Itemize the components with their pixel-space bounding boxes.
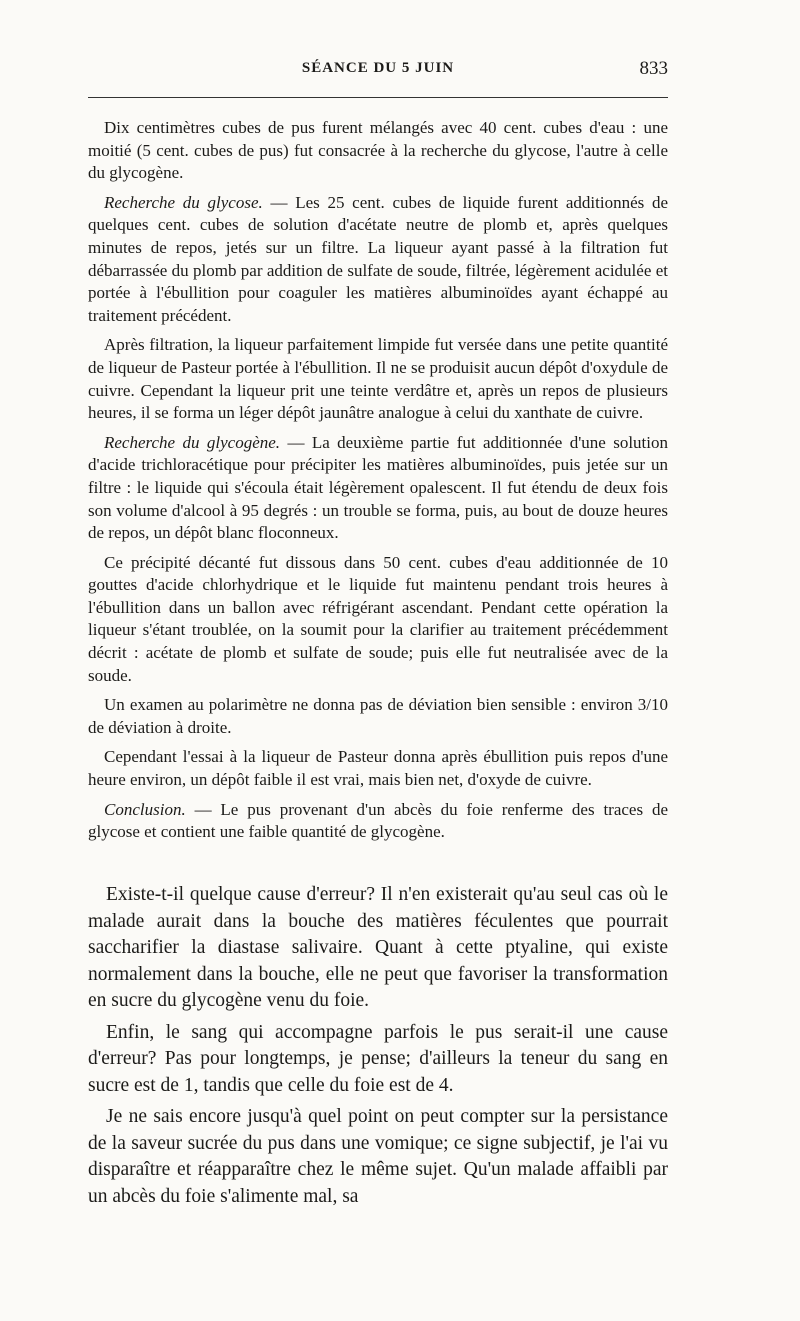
paragraph: Un examen au polarimètre ne donna pas de déviation bien sensible : environ 3/10 de déviation à droite. [88,695,668,737]
page-number: 833 [639,58,668,79]
paragraph: Cependant l'essai à la liqueur de Pasteur donna après ébullition puis repos d'une heure environ, un dépôt faible il est vrai, mais bien net, d'oxyde de cuivre. [88,747,668,790]
paragraph: Je ne sais encore jusqu'à quel point on peut compter sur la persistance de la saveur sucrée du pus dans une vomique; ce signe subjectif, je l'ai vu disparaître et réapparaître chez le même sujet. Qu'un malade affaibli par un abcès du foie s'alimente mal, sa [88,1106,668,1207]
paragraph: Ce précipité décanté fut dissous dans 50 cent. cubes d'eau additionnée de 10 gouttes d'acide chlorhydrique et le liquide fut maintenu pendant trois heures à l'ébullition dans un ballon avec réfrigérant ascendant. Pendant cette opération la liqueur s'étant troublée, on la soumit pour la clarifier au traitement précédemment décrit : acétate de plomb et sulfate de soude; puis elle fut neutralisée avec de la soude. [88,552,668,685]
italic-lead: Conclusion. [104,799,186,819]
paragraph: Dix centimètres cubes de pus furent mélangés avec 40 cent. cubes d'eau : une moitié (5 cent. cubes de pus) fut consacrée à la recherche du glycose, l'autre à celle du glycogène. [88,118,668,183]
paragraph [88,799,668,844]
discussion-section [88,882,668,1215]
paragraph: Enfin, le sang qui accompagne parfois le pus serait-il une cause d'erreur? Pas pour longtemps, je pense; d'ailleurs la teneur du sang en sucre est de 1, tandis que celle du foie est de 4. [88,1021,668,1096]
paragraph [88,192,668,328]
report-section [88,117,668,851]
italic-lead: Recherche du glycose. [104,192,263,212]
running-head: SÉANCE DU 5 JUIN [301,60,455,76]
paragraph-text: — Les 25 cent. cubes de liquide furent additionnés de quelques cent. cubes de solution d'acétate neutre de plomb et, après quelques minutes de repos, jetés sur un filtre. La liqueur ayant passé à la filtration fut débarrassée du plomb par addition de sulfate de soude, filtrée, légèrement acidulée et portée à l'ébullition pour coaguler les matières albuminoïdes ayant échappé au traitement précédent. [88,192,669,325]
paragraph-text: — La deuxième partie fut additionnée d'une solution d'acide trichloracétique pour précipiter les matières albuminoïdes, puis jetée sur un filtre : le liquide qui s'écoula était légèrement opalescent. Il fut étendu de deux fois son volume d'alcool à 95 degrés : un trouble se forma, puis, au bout de douze heures de repos, un dépôt blanc floconneux. [88,432,668,543]
paragraph [88,432,668,545]
header-rule [88,97,668,98]
paragraph-text: — Le pus provenant d'un abcès du foie renferme des traces de glycose et contient une faible quantité de glycogène. [88,799,668,842]
paragraph: Existe-t-il quelque cause d'erreur? Il n'en existerait qu'au seul cas où le malade aurait dans la bouche des matières féculentes que pourrait saccharifier la diastase salivaire. Quant à cette ptyaline, qui existe normalement dans la bouche, elle ne peut que favoriser la transformation en sucre du glycogène venu du foie. [88,884,668,1011]
page-header [88,60,668,84]
italic-lead: Recherche du glycogène. [104,432,281,452]
paragraph: Après filtration, la liqueur parfaitement limpide fut versée dans une petite quantité de liqueur de Pasteur portée à l'ébullition. Il ne se produisit aucun dépôt d'oxydule de cuivre. Cependant la liqueur prit une teinte verdâtre et, après un repos de plusieurs heures, il se forma un léger dépôt jaunâtre analogue à celui du xanthate de cuivre. [88,335,668,423]
